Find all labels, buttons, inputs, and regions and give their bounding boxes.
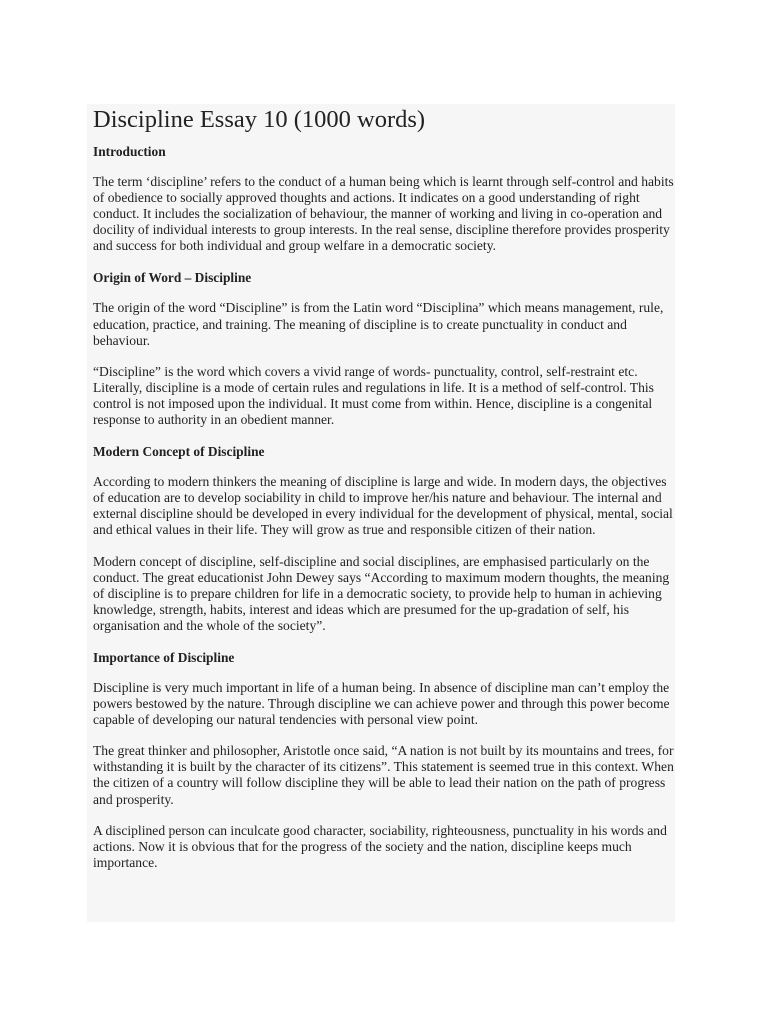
paragraph-origin-2: “Discipline” is the word which covers a vivid range of words- punctuality, control, self-restraint etc. Literally, discipline is a mode of certain rules and regulations in life. It is a method of self-control. This control is not imposed upon the individual. It must come from within. Hence, discipline is a congenital response to authority in an obedient manner. (93, 363, 654, 428)
paragraph-importance-3: A disciplined person can inculcate good character, sociability, righteousness, punctuality in his words and actions. Now it is obvious that for the progress of the society and the nation, discipline keeps much importance. (93, 822, 667, 870)
heading-modern-concept: Modern Concept of Discipline (93, 444, 265, 460)
paragraph-importance-2: The great thinker and philosopher, Aristotle once said, “A nation is not built by its mountains and trees, for withstanding it is built by the character of its citizens”. This statement is seemed true in this context. When the citizen of a country will follow discipline they will be able to lead their nation on the path of progress and prosperity. (93, 743, 674, 807)
paragraph-importance-1: Discipline is very much important in life of a human being. In absence of discipline man can’t employ the powers bestowed by the nature. Through discipline we can achieve power and through this power become capable of developing our natural tendencies with personal view point. (93, 679, 670, 728)
paragraph-origin-1: The origin of the word “Discipline” is from the Latin word “Disciplina” which means management, rule, education, practice, and training. The meaning of discipline is to create punctuality in conduct and behaviour. (93, 300, 664, 348)
heading-importance: Importance of Discipline (93, 649, 235, 665)
heading-introduction: Introduction (93, 144, 166, 159)
paragraph-introduction: The term ‘discipline’ refers to the conduct of a human being which is learnt through self-control and habits of obedience to socially approved thoughts and actions. It indicates on a good understanding of right conduct. It includes the socialization of behaviour, the manner of working and living in co-operation and docility of individual interests to group interests. In the real sense, discipline therefore provides prosperity and success for both individual and group welfare in a democratic society. (93, 174, 674, 254)
document-page (87, 104, 675, 922)
heading-origin-of-word: Origin of Word – Discipline (93, 270, 252, 286)
paragraph-modern-1: According to modern thinkers the meaning of discipline is large and wide. In modern days, the objectives of education are to develop sociability in child to improve her/his nature and behaviour. The internal and external discipline should be developed in every individual for the development of physical, mental, social and ethical values in their life. They will grow as true and responsible citizen of their nation. (93, 474, 673, 538)
paragraph-modern-2: Modern concept of discipline, self-discipline and social disciplines, are emphasised particularly on the conduct. The great educationist John Dewey says “According to maximum modern thoughts, the meaning of discipline is to prepare children for life in a democratic society, to provide help to human in achieving knowledge, strength, habits, interest and ideas which are presumed for the up-gradation of self, his organisation and the whole of the society”. (93, 553, 670, 633)
document-title: Discipline Essay 10 (1000 words) (93, 106, 426, 133)
